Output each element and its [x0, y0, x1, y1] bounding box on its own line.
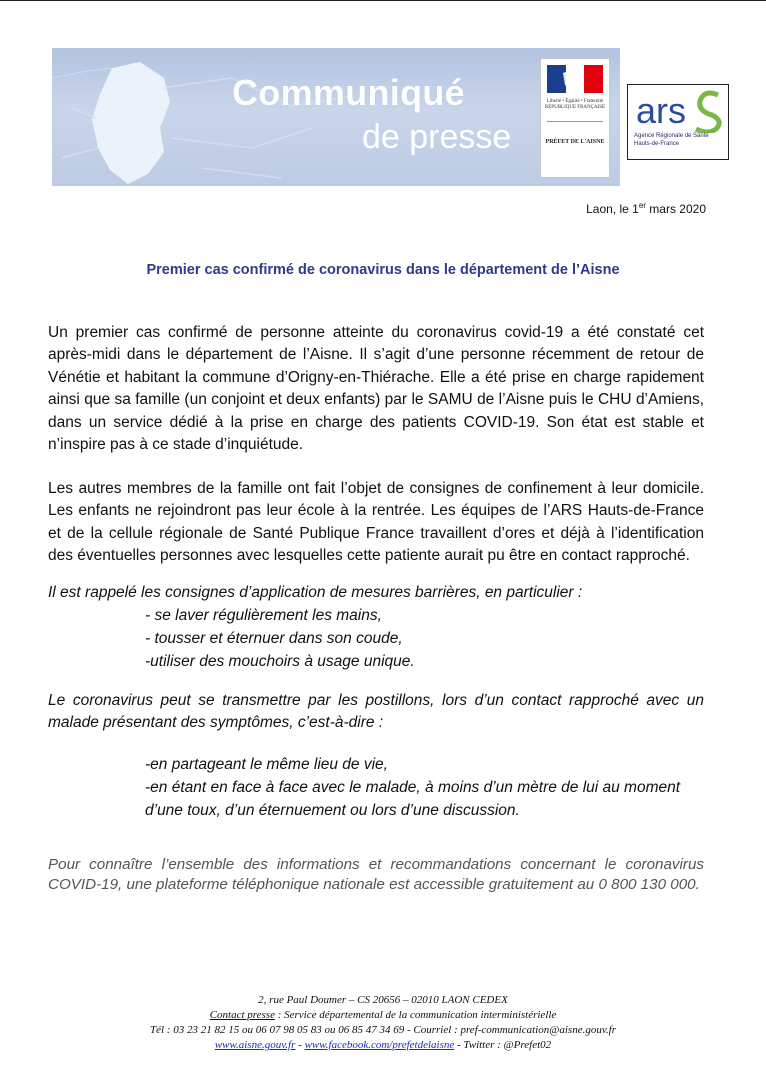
website-link[interactable]: www.aisne.gouv.fr [214, 1039, 296, 1051]
transmission-list [145, 753, 705, 822]
footer [0, 993, 766, 1053]
paragraph-hotline: Pour connaître l’ensemble des informations et recommandations concernant le coronavirus COVID-19, une plateforme téléphonique nationale est accessible gratuitement au 0 800 130 000. [48, 856, 704, 893]
barrier-measures-list [145, 604, 415, 673]
banner-title-line1: Communiqué [232, 72, 465, 113]
ars-logo-mark-icon [632, 87, 724, 133]
list-item: -utiliser des mouchoirs à usage unique. [145, 653, 415, 670]
list-item: -en étant en face à face avec le malade, à moins d’un mètre de lui au moment d’une toux, d’un éternuement ou lors d’une discussion. [145, 779, 681, 819]
footer-address: 2, rue Paul Doumer – CS 20656 – 02010 LAON CEDEX [258, 994, 508, 1006]
footer-links: www.aisne.gouv.fr - www.facebook.com/prefetdelaisne - Twitter : @Prefet02 [214, 1039, 552, 1051]
footer-contact: Contact presse : Service départemental de la communication interministérielle [209, 1009, 557, 1021]
paragraph-family-measures: Les autres membres de la famille ont fait l’objet de consignes de confinement à leur domicile. Les enfants ne rejoindront pas leur école à la rentrée. Les équipes de l’ARS Hauts-de-France et de la cellule régionale de Santé Publique France travaillent d’ores et déjà à l’identification des éventuelles personnes avec lesquelles cette patiente aurait pu être en contact rapproché. [48, 480, 704, 565]
facebook-link[interactable]: www.facebook.com/prefetdelaisne [304, 1039, 455, 1051]
aisne-map-graphic [52, 48, 472, 186]
release-date: Laon, le 1er mars 2020 [586, 201, 706, 216]
top-rule [0, 0, 766, 1]
press-release-title: Premier cas confirmé de coronavirus dans le département de l’Aisne [146, 262, 620, 278]
paragraph-transmission: Le coronavirus peut se transmettre par les postillons, lors d’un contact rapproché avec un malade présentant des symptômes, c’est-à-dire : [48, 692, 704, 732]
paragraph-barrier-intro: Il est rappelé les consignes d’application de mesures barrières, en particulier : [48, 584, 583, 601]
marianne-flag-icon [547, 65, 603, 93]
prefecture-logo [540, 58, 610, 178]
press-release-banner [52, 48, 620, 186]
banner-title-line2: de presse [362, 118, 512, 156]
footer-phones: Tél : 03 23 21 82 15 ou 06 07 98 05 83 ou 06 85 47 34 69 - Courriel : pref-communication@aisne.gouv.fr [150, 1024, 616, 1036]
list-item: - se laver régulièrement les mains, [145, 607, 382, 624]
ars-tagline-1: Agence Régionale de Santé [634, 133, 709, 139]
prefecture-motto: Liberté • Égalité • Fraternité RÉPUBLIQUE FRANÇAISE [544, 99, 606, 110]
list-item: -en partageant le même lieu de vie, [145, 756, 388, 773]
ars-logo [627, 84, 729, 160]
prefecture-divider [547, 121, 603, 122]
ars-tagline-2: Hauts-de-France [634, 141, 680, 147]
paragraph-case-details: Un premier cas confirmé de personne atteinte du coronavirus covid-19 a été constaté cet après-midi dans le département de l’Aisne. Il s’agit d’une personne récemment de retour de Vénétie et habitant la commune d’Origny-en-Thiérache. Elle a été prise en charge rapidement ainsi que sa famille (un conjoint et deux enfants) par le SAMU de l’Aisne puis le CHU d’Amiens, dans un service dédié à la prise en charge des patients COVID-19. Son état est stable et n’inspire pas à ce stade d’inquiétude. [48, 324, 704, 454]
prefecture-name: PRÉFET DE L'AISNE [545, 139, 605, 145]
list-item: - tousser et éternuer dans son coude, [145, 630, 403, 647]
ars-logo-text: ars [636, 90, 687, 131]
